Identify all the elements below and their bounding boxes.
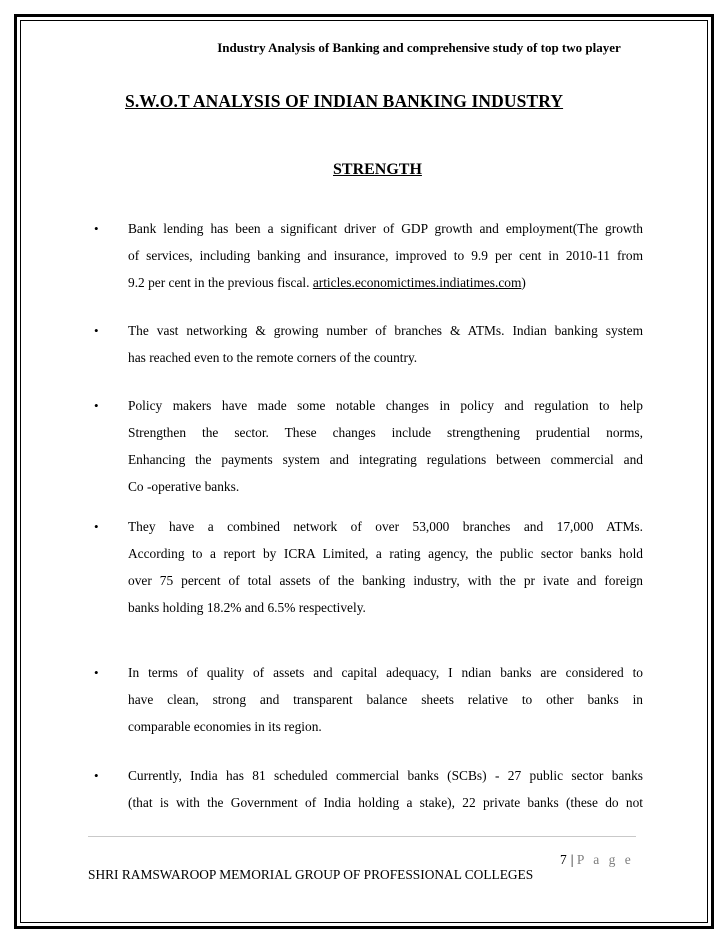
- bullet-line: Enhancing the payments system and integrating regulations between commercial and: [128, 452, 643, 467]
- bullet-line: of services, including banking and insurance, improved to 9.9 per cent in 2010-11 from: [128, 248, 643, 263]
- bullet-text: [128, 513, 643, 621]
- bullet-line: Co -operative banks.: [128, 479, 240, 494]
- bullet-icon: •: [94, 665, 99, 680]
- bullet-line: The vast networking & growing number of branches & ATMs. Indian banking system: [128, 323, 643, 338]
- bullet-line: They have a combined network of over 53,000 branches and 17,000 ATMs.: [128, 519, 643, 534]
- section-heading: STRENGTH: [333, 161, 422, 178]
- bullet-line: Currently, India has 81 scheduled commercial banks (SCBs) - 27 public sector banks: [128, 768, 643, 783]
- bullet-text: [128, 659, 643, 740]
- bullet-item: [94, 659, 643, 740]
- bullet-item: [94, 513, 643, 621]
- bullet-icon: •: [94, 519, 99, 534]
- bullet-item: [94, 215, 643, 296]
- bullet-icon: •: [94, 323, 99, 338]
- page-number-separator: |: [570, 852, 574, 867]
- bullet-item: [94, 392, 643, 500]
- bullet-line-suffix: ): [521, 275, 526, 290]
- bullet-icon: •: [94, 398, 99, 413]
- bullet-text: [128, 762, 643, 816]
- page-word: P a g e: [576, 852, 634, 867]
- bullet-line: banks holding 18.2% and 6.5% respectively.: [128, 600, 366, 615]
- bullet-line: Policy makers have made some notable changes in policy and regulation to help: [128, 398, 643, 413]
- page-number: [560, 852, 634, 868]
- footer-divider: [88, 836, 636, 837]
- page-title: S.W.O.T ANALYSIS OF INDIAN BANKING INDUSTRY: [125, 91, 564, 111]
- bullet-line: (that is with the Government of India holding a stake), 22 private banks (these do not: [128, 795, 643, 810]
- bullet-line: Bank lending has been a significant driver of GDP growth and employment(The growth: [128, 221, 643, 236]
- source-link[interactable]: articles.economictimes.indiatimes.com: [312, 275, 522, 290]
- bullet-text: [128, 392, 643, 500]
- running-header: Industry Analysis of Banking and comprehensive study of top two player: [217, 40, 621, 55]
- bullet-text: [128, 215, 643, 296]
- bullet-line: Strengthen the sector. These changes include strengthening prudential norms,: [128, 425, 643, 440]
- bullet-text: [128, 317, 643, 371]
- bullet-line: In terms of quality of assets and capital adequacy, I ndian banks are considered to: [128, 665, 643, 680]
- bullet-line: have clean, strong and transparent balance sheets relative to other banks in: [128, 692, 643, 707]
- bullet-item: [94, 317, 643, 371]
- bullet-line: has reached even to the remote corners of the country.: [128, 350, 418, 365]
- bullet-line: According to a report by ICRA Limited, a rating agency, the public sector banks hold: [128, 546, 643, 561]
- bullet-item: [94, 762, 643, 816]
- bullet-line: [128, 269, 643, 296]
- bullet-line-prefix: 9.2 per cent in the previous fiscal.: [128, 275, 313, 290]
- bullet-line: comparable economies in its region.: [128, 719, 322, 734]
- bullet-line: over 75 percent of total assets of the banking industry, with the pr ivate and foreign: [128, 573, 643, 588]
- bullet-icon: •: [94, 768, 99, 783]
- bullet-icon: •: [94, 221, 99, 236]
- footer-institution: SHRI RAMSWAROOP MEMORIAL GROUP OF PROFESSIONAL COLLEGES: [88, 867, 534, 882]
- page-number-value: 7: [560, 852, 567, 867]
